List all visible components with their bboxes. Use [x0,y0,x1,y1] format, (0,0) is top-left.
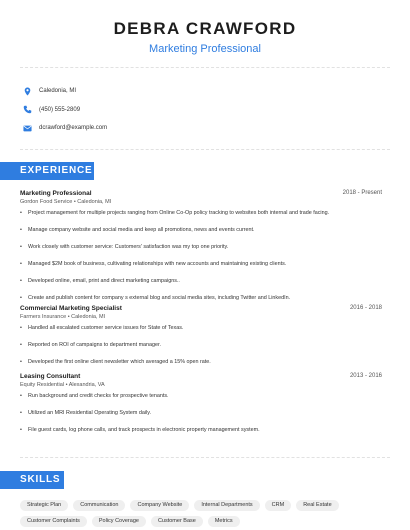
list-item: • Developed online, email, print and direct marketing campaigns.. [20,278,382,295]
job-bullets [20,393,382,437]
job-company: Farmers Insurance [20,314,67,320]
list-item: • Developed the first online client newsletter which averaged a 15% open rate. [20,359,382,369]
job-company-line [20,199,382,205]
skill-chip: Real Estate [296,500,338,511]
list-item: • Work closely with customer service: Customers' satisfaction was my top one priority. [20,244,382,261]
separator-dot-icon: • [65,382,69,388]
email-text: dcrawford@example.com [39,125,108,132]
location-text: Caledonia, MI [39,88,77,95]
list-item: • Handled all escalated customer service issues for State of Texas. [20,325,382,342]
job-dates: 2016 - 2018 [349,305,382,311]
job-bullets [20,325,382,369]
contact-location [22,82,382,101]
list-item: • File guest cards, log phone calls, and track prospects in electronic property management system. [20,427,382,437]
job-company: Equity Residential [20,382,65,388]
job-location: Caledonia, MI [77,199,112,205]
skill-chip: Strategic Plan [20,500,68,511]
list-item: • Managed $2M book of business, cultivating relationships with new accounts and maintaining existing clients. [20,261,382,278]
job-location: Caledonia, MI [71,314,106,320]
job-bullets [20,210,382,305]
skill-chip: Customer Base [151,516,203,527]
candidate-title: Marketing Professional [149,43,261,55]
job-entry [20,190,382,305]
divider [20,67,390,68]
phone-text: (450) 555-2809 [39,106,81,113]
list-item: • Create and publish content for company s external blog and social media sites, including Twitter and LinkedIn. [20,295,382,305]
contact-phone [22,101,382,120]
job-company-line [20,382,382,388]
contact-email [22,119,382,138]
skill-chip: Customer Complaints [20,516,87,527]
job-dates: 2018 - Present [342,190,382,196]
skill-chip: Internal Departments [194,500,259,511]
skill-chip: CRM [265,500,292,511]
list-item: • Utilized an MRI Residential Operating System daily. [20,410,382,427]
job-dates: 2013 - 2016 [349,373,382,379]
skill-chip: Company Website [130,500,189,511]
job-title: Leasing Consultant [20,373,81,380]
separator-dot-icon: • [73,199,78,205]
job-company-line [20,314,382,320]
separator-dot-icon: • [67,314,72,320]
job-title: Marketing Professional [20,190,92,197]
section-heading-skills: SKILLS [0,471,64,489]
skill-chip: Metrics [208,516,240,527]
contact-info [22,82,382,138]
job-company: Gordon Food Service [20,199,73,205]
divider [20,149,390,150]
divider [20,457,390,458]
job-entry [20,305,382,369]
resume-header [0,19,410,55]
map-pin-icon [22,86,32,96]
job-entry [20,373,382,437]
candidate-name: DEBRA CRAWFORD [113,19,297,38]
skills-list [20,500,390,527]
envelope-icon [22,123,32,133]
job-title: Commercial Marketing Specialist [20,305,122,312]
list-item: • Project management for multiple projects ranging from Online Co-Op policy tracking to websites both internal and trade facing. [20,210,382,227]
skill-chip: Policy Coverage [92,516,146,527]
list-item: • Run background and credit checks for prospective tenants. [20,393,382,410]
list-item: • Reported on ROI of campaigns to department manager. [20,342,382,359]
job-location: Alexandria, VA [68,382,105,388]
section-heading-experience: EXPERIENCE [0,162,94,180]
list-item: • Manage company website and social media and keep all promotions, news and events current. [20,227,382,244]
phone-icon [22,105,32,115]
skill-chip: Communication [73,500,125,511]
